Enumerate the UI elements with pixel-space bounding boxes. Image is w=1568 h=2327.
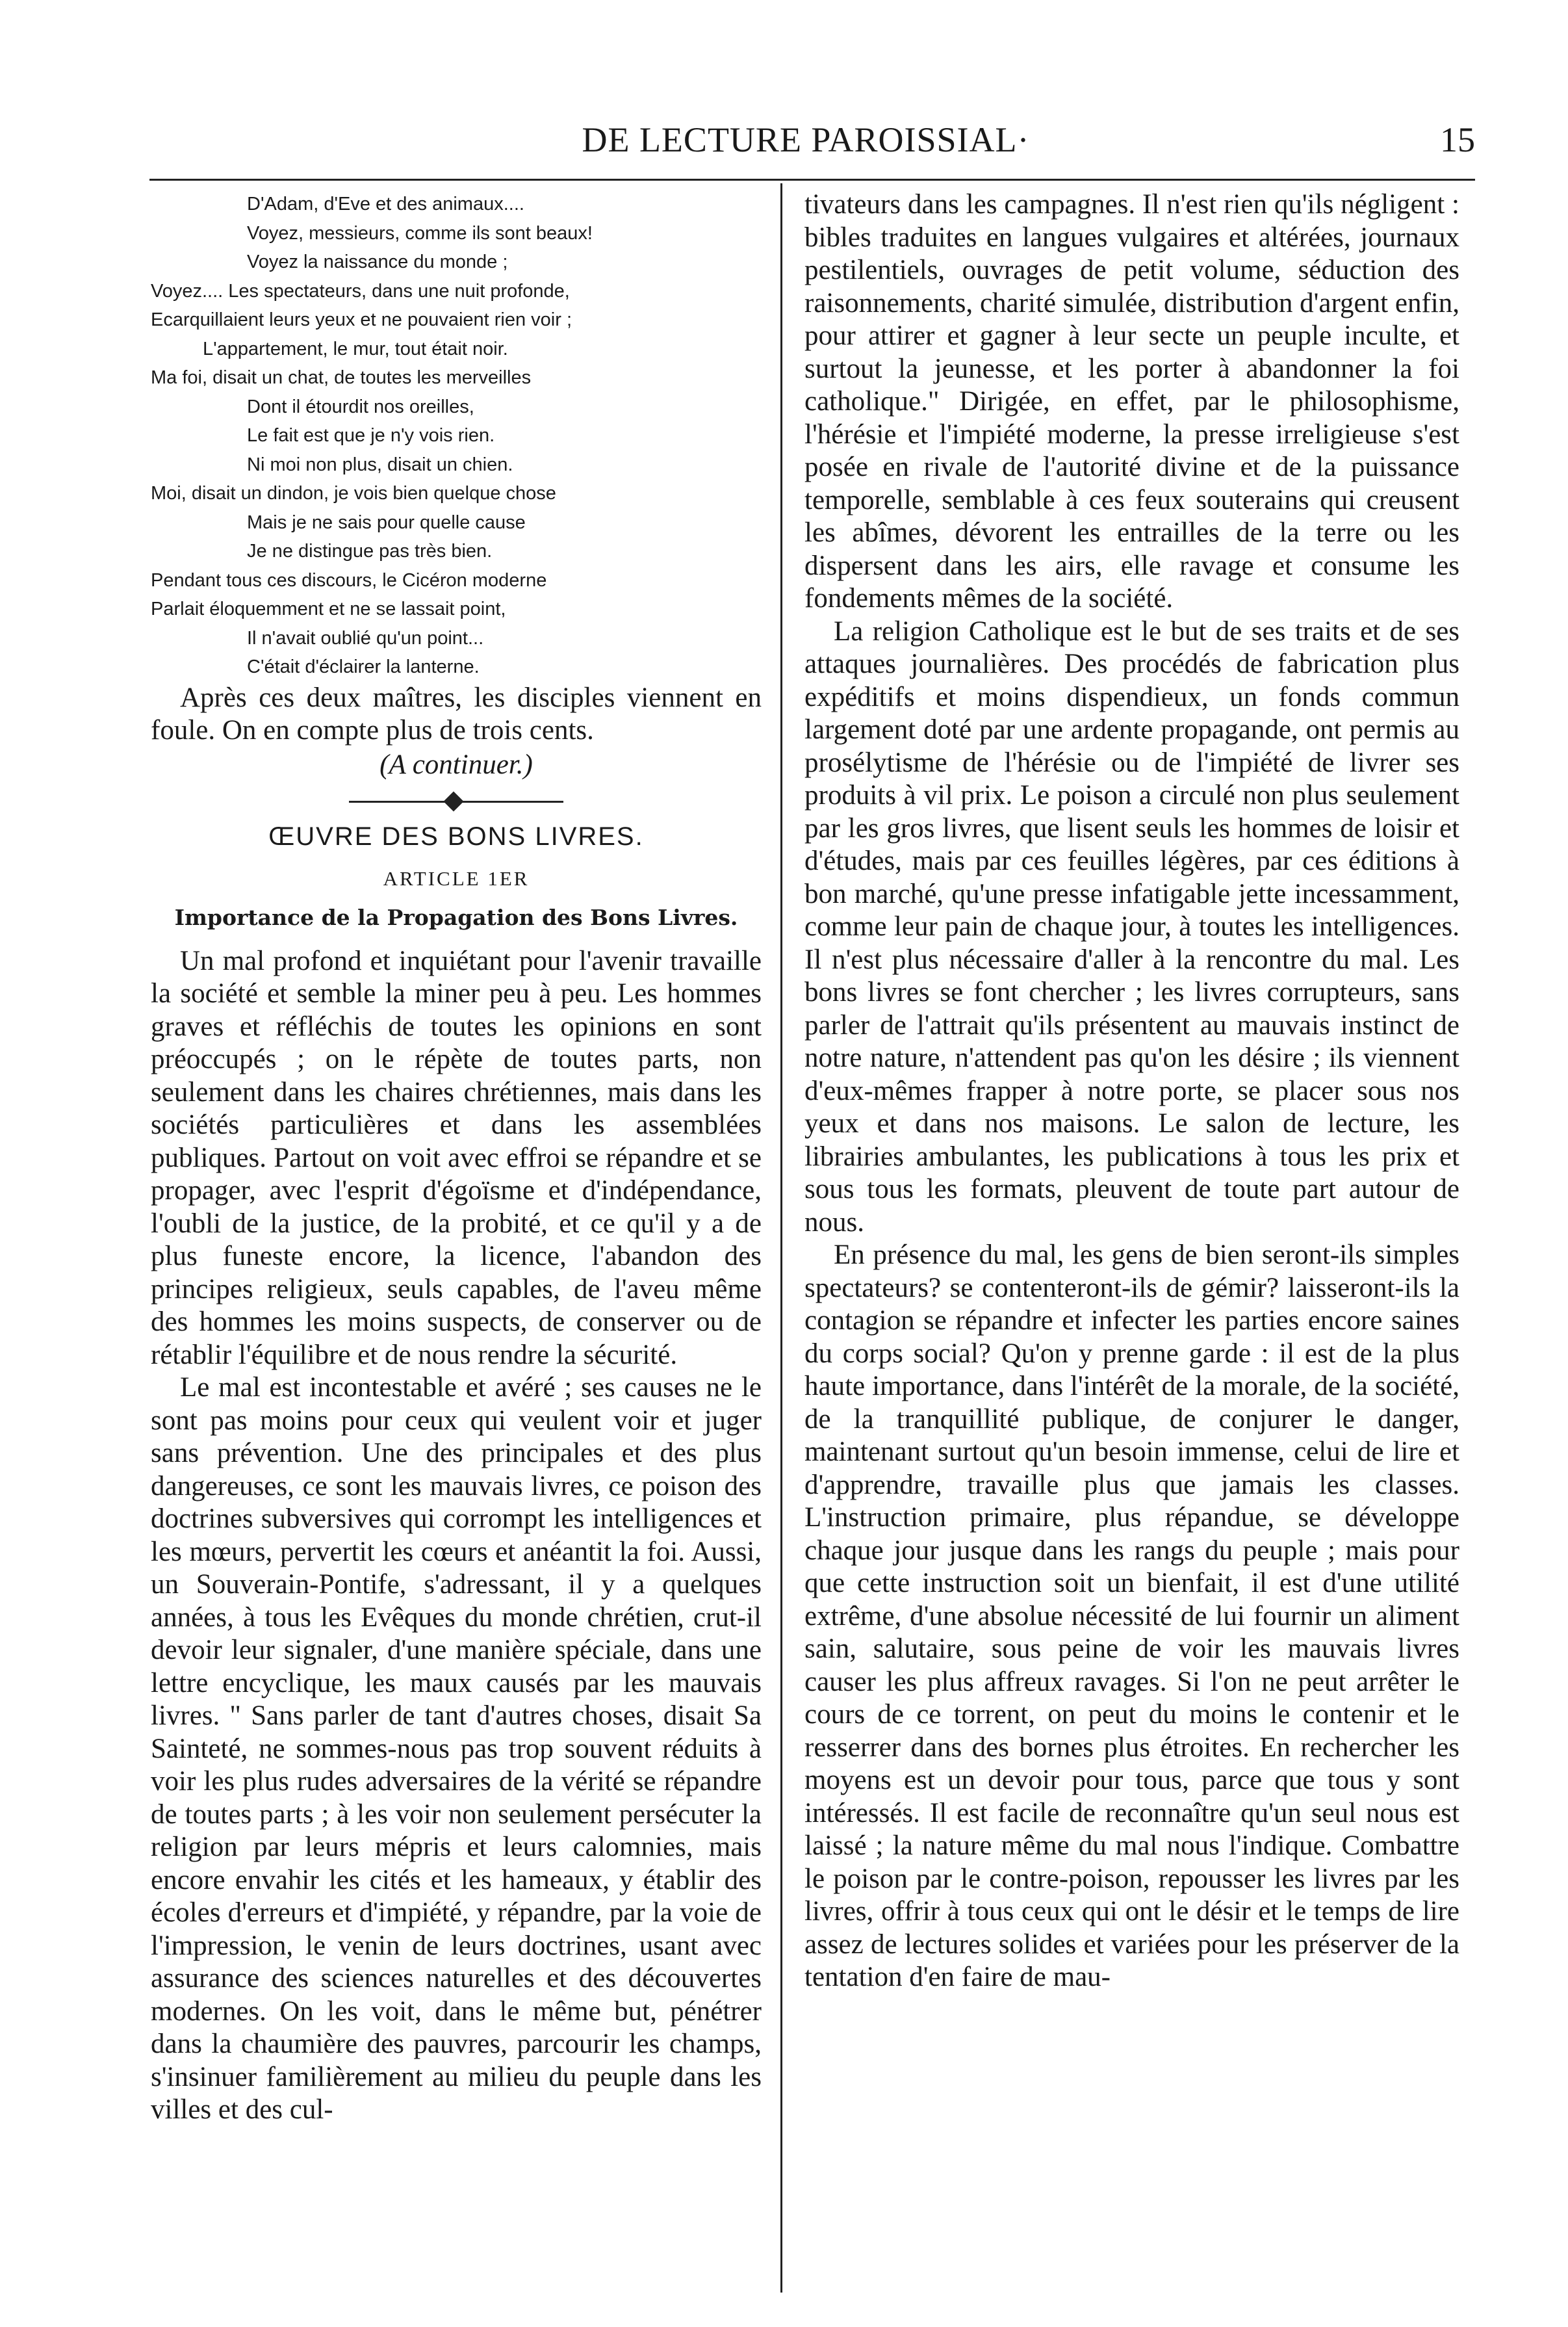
article-heading: Importance de la Propagation des Bons Livres.	[174, 905, 738, 930]
body-paragraph: La religion Catholique est le but de ses traits et de ses attaques journalières. Des procédés de fabrication plus expéditifs et moins dispendieux, un fonds commun largement doté par une ardente propagande, ont permis au prosélytisme de l'hérésie ou de l'impiété de livrer ses produits à vil prix. Le poison a circulé non plus seulement par les gros livres, que lisent seuls les hommes de loisir et d'études, mais par ces feuilles légères, par ces éditions à bon marché, qu'une presse infatigable jette incessamment, comme leur pain de chaque jour, à toutes les intelligences. Il n'est plus nécessaire d'aller à la rencontre du mal. Les bons livres se font chercher ; les livres corrupteurs, sans parler de l'attrait qu'ils présentent au mauvais instinct de notre nature, n'attendent pas qu'on les désire ; ils viennent d'eux-mêmes frapper à notre porte, se placer sous nos yeux et dans nos maisons. Le salon de lecture, les librairies ambulantes, les publications à tous les prix et sous tous les formats, pleuvent de toute part autour de nous.	[804, 616, 1459, 1238]
column-divider	[780, 183, 782, 2293]
body-paragraph: En présence du mal, les gens de bien seront-ils simples spectateurs? se contenteront-ils de gémir? laisseront-ils la contagion se répandre et infecter les parties encore saines du corps social? Qu'on y prenne garde : il est de la plus haute importance, dans l'intérêt de la morale, de la société, de la tranquillité publique, de conjurer le danger, maintenant surtout qu'un besoin immense, celui de lire et d'apprendre, travaille plus que jamais les classes. L'instruction primaire, plus répandue, se développe chaque jour jusque dans les rangs du peuple ; mais pour que cette instruction soit un bienfait, il est d'une utilité extrême, d'une absolue nécessité de lui fournir un aliment sain, salutaire, sous peine de voir les mauvais livres causer les plus affreux ravages. Si l'on ne peut arrêter le cours de ce torrent, on peut du moins le contenir et le resserrer dans des bornes plus étroites. En rechercher les moyens est un devoir pour tous, parce que tous y sont intéressés. Il est facile de reconnaître qu'un seul nous est laissé ; la nature même du mal nous l'indique. Combattre le poison par le contre-poison, repousser les livres par les livres, offrir à tous ceux qui ont le désir et le temps de lire assez de lectures solides et variées pour les préserver de la tentation d'en faire de mau-	[804, 1240, 1459, 1992]
verse-line: Voyez la naissance du monde ;	[247, 252, 508, 272]
right-column	[804, 188, 1459, 1994]
body-paragraph: Le mal est incontestable et avéré ; ses causes ne le sont pas moins pour ceux qui veulent voir et juger sans prévention. Une des principales et des plus dangereuses, ce sont les mauvais livres, ce poison des doctrines subversives qui corrompt les intelligences et les mœurs, pervertit les cœurs et anéantit la foi. Aussi, un Souverain-Pontife, s'adressant, il y a quelques années, à tous les Evêques du monde chrétien, crut-il devoir leur signaler, d'une manière spéciale, dans une lettre encyclique, les maux causés par les mauvais livres. " Sans parler de tant d'autres choses, disait Sa Sainteté, ne sommes-nous pas trop souvent réduits à voir les plus rudes adversaires de la vérité se répandre de toutes parts ; à les voir non seulement persécuter la religion par leurs mépris et leurs calomnies, mais encore envahir les cités et les hameaux, y établir des écoles d'erreurs et d'impiété, y répandre, par la voie de l'impression, le venin de leurs doctrines, usant avec assurance des sciences naturelles et des découvertes modernes. On les voit, dans le même but, pénétrer dans la chaumière des pauvres, parcourir les champs, s'insinuer familièrement au milieu du peuple dans les villes et des cul-	[151, 1372, 762, 2125]
verse-line: Il n'avait oublié qu'un point...	[247, 627, 484, 649]
verse-line: Je ne distingue pas très bien.	[247, 541, 493, 562]
verse-line: Voyez, messieurs, comme ils sont beaux!	[247, 222, 593, 244]
to-be-continued-note: (A continuer.)	[379, 749, 533, 780]
verse-line: Ecarquillaient leurs yeux et ne pouvaient rien voir ;	[151, 309, 572, 330]
verse-line: Ni moi non plus, disait un chien.	[247, 454, 513, 475]
running-head	[149, 116, 1475, 161]
verse-line: Pendant tous ces discours, le Cicéron moderne	[151, 569, 547, 591]
verse-line: Dont il étourdit nos oreilles,	[247, 396, 474, 417]
verse-line: L'appartement, le mur, tout était noir.	[203, 338, 508, 359]
verse-line: Mais je ne sais pour quelle cause	[247, 512, 526, 533]
fable-verse	[151, 190, 762, 682]
closing-paragraph: Après ces deux maîtres, les disciples viennent en foule. On en compte plus de trois cents.	[151, 682, 762, 746]
verse-line: Moi, disait un dindon, je vois bien quelque chose	[151, 483, 556, 504]
verse-line: Ma foi, disait un chat, de toutes les merveilles	[151, 367, 532, 388]
header-rule	[149, 179, 1475, 181]
verse-line: D'Adam, d'Eve et des animaux....	[247, 194, 524, 214]
body-paragraph: Un mal profond et inquiétant pour l'avenir travaille la société et semble la miner peu à peu. Les hommes graves et réfléchis de toutes les opinions en sont préoccupés ; on le répète de toutes parts, non seulement dans les chaires chrétiennes, mais dans les sociétés particulières et dans les assemblées publiques. Partout on voit avec effroi se répandre et se propager, avec l'esprit d'égoïsme et d'indépendance, l'oubli de la justice, de la probité, et ce qu'il y a de plus funeste encore, la licence, l'abandon des principes religieux, seuls capables, de l'aveu même des hommes les moins suspects, de conserver ou de rétablir l'équilibre et de nous rendre la sécurité.	[151, 945, 762, 1370]
ornament-diamond	[443, 791, 463, 811]
ornamental-rule	[349, 793, 563, 810]
left-column	[151, 188, 762, 2127]
section-title: ŒUVRE DES BONS LIVRES.	[268, 822, 644, 851]
running-title: DE LECTURE PAROISSIAL·	[582, 120, 1030, 159]
verse-line: Voyez.... Les spectateurs, dans une nuit profonde,	[151, 280, 570, 302]
article-label: ARTICLE 1ER	[383, 866, 530, 890]
verse-line: Parlait éloquemment et ne se lassait point,	[151, 599, 506, 619]
page-number: 15	[1440, 120, 1475, 159]
body-paragraph: tivateurs dans les campagnes. Il n'est rien qu'ils négligent : bibles traduites en langues vulgaires et altérées, journaux pestilentiels, ouvrages de petit volume, séduction des raisonnements, charité simulée, distribution d'argent enfin, pour attirer et gagner à leur secte un peuple inculte, et surtout la jeunesse, et les porter à abandonner la foi catholique." Dirigée, en effet, par le philosophisme, l'hérésie et l'impiété moderne, la presse irreligieuse s'est posée en rivale de l'autorité divine et de la puissance temporelle, semblable à ces feux souterains qui creusent les abîmes, dévorent les entrailles de la terre ou les dispersent dans les airs, elle ravage et consume les fondements mêmes de la société.	[804, 189, 1459, 614]
verse-line: Le fait est que je n'y vois rien.	[247, 425, 495, 446]
verse-line: C'était d'éclairer la lanterne.	[247, 656, 480, 677]
